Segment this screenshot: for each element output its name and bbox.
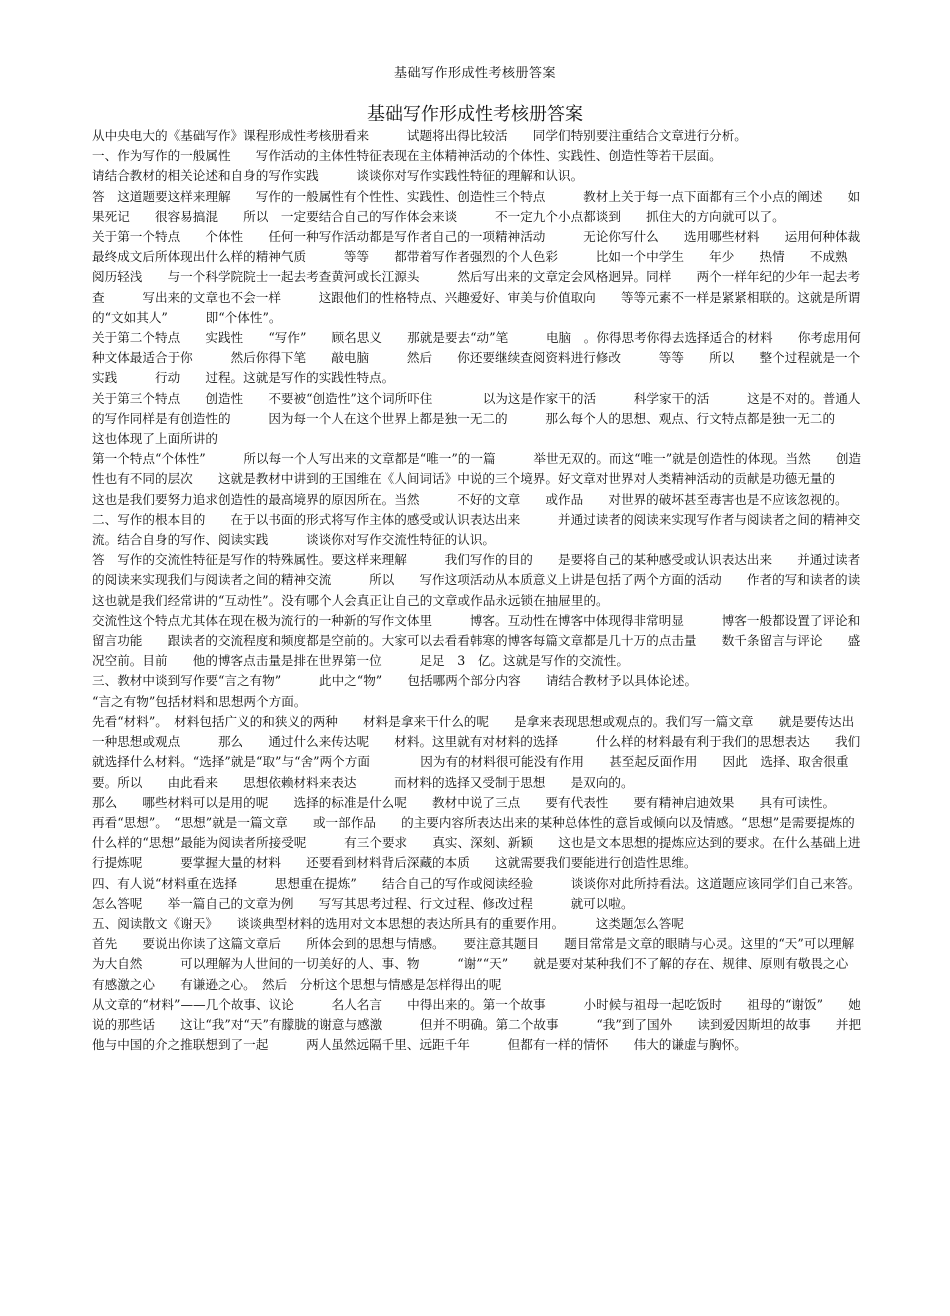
paragraph: 从中央电大的《基础写作》课程形成性考核册看来 试题将出得比较活 同学们特别要注重结合文章进行分析。 [92,128,747,143]
paragraph: 答 这道题要这样来理解 写作的一般属性有个性性、实践性、创造性三个特点 教材上关于每一点下面都有三个小点的阐述 如果死记 很容易搞混 所以 一定要结合自己的写作体会来谈 不一定九个小点都谈到 抓住大的方向就可以了。 [92,188,861,224]
paragraph: 答 写作的交流性特征是写作的特殊属性。要这样来理解 我们写作的目的 是要将自己的某种感受或认识表达出来 并通过读者的阅读来实现我们与阅读者之间的精神交流 所以 写作这项活动从本质意义上讲是包括了两个方面的活动 作者的写和读者的读 这也就是我们经常讲的“互动性”。没有哪个人会真正让自己的文章或作品永远锁在抽屉里的。 [92,552,886,608]
paragraph: 一、作为写作的一般属性 写作活动的主体性特征表现在主体精神活动的个体性、实践性、创造性等若干层面。 [92,148,722,164]
document-title: 基础写作形成性考核册答案 [367,104,583,125]
paragraph: 请结合教材的相关论述和自身的写作实践 谈谈你对写作实践性特征的理解和认识。 [92,168,584,184]
paragraph: “言之有物”包括材料和思想两个方面。 [92,693,307,709]
paragraph: 关于第一个特点 个体性 任何一种写作活动都是写作者自己的一项精神活动 无论你写什么 选用哪些材料 运用何种体裁 最终成文后所体现出什么样的精神气质 等等 都带着写作者强烈的个人色彩 比如一个中学生 年少 热情 不成熟 阅历轻浅 与一个科学院院士一起去考查黄河或长江源头 然后写出来的文章定会风格迥异。同样 两个一样年纪的少年一起去考查 写出来的文章也不会一样 这跟他们的性格特点、兴趣爱好、审美与价值取向 等等元素不一样是紧紧相联的。这就是所谓的“文如其人” 即“个体性”。 [92,229,886,325]
paragraph: 四、有人说“材料重在选择 思想重在提炼” 结合自己的写作或阅读经验 谈谈你对此所持看法。这道题应该同学们自己来答。怎么答呢 举一篇自己的文章为例 写写其思考过程、行文过程、修改过程 就可以啦。 [92,875,861,911]
running-header: 基础写作形成性考核册答案 [393,66,556,81]
paragraph: 那么 哪些材料可以是用的呢 选择的标准是什么呢 教材中说了三点 要有代表性 要有精神启迪效果 具有可读性。 [92,794,836,810]
paragraph: 五、阅读散文《谢天》 谈谈典型材料的选用对文本思想的表达所具有的重要作用。 这类题怎么答呢 [92,915,684,931]
paragraph: 交流性这个特点尤其体在现在极为流行的一种新的写作文体里 博客。互动性在博客中体现得非常明显 博客一般都设置了评论和留言功能 跟读者的交流程度和频度都是空前的。大家可以去看看韩寒的博客每篇文章都是几十万的点击量 数千条留言与评论 盛况空前。目前 他的博客点击量是排在世界第一位 足足 3 亿。这就是写作的交流性。 [92,612,861,669]
paragraph: 先看“材料”。 材料包括广义的和狭义的两种 材料是拿来干什么的呢 是拿来表现思想或观点的。我们写一篇文章 就是要传达出一种思想或观点 那么 通过什么来传达呢 材料。这里就有对材料的选择 什么样的材料最有利于我们的思想表达 我们就选择什么材料。“选择”就是“取”与“舍”两个方面 因为有的材料很可能没有作用 甚至起反面作用 因此 选择、取舍很重要。所以 由此看来 思想依赖材料来表达 而材料的选择又受制于思想 是双向的。 [92,713,861,790]
document-body [92,126,893,1055]
paragraph: 首先 要说出你读了这篇文章后 所体会到的思想与情感。 要注意其题目 题目常常是文章的眼睛与心灵。这里的“天”可以理解为大自然 可以理解为人世间的一切美好的人、事、物 “谢”“天” 就是要对某种我们不了解的存在、规律、原则有敬畏之心 有感激之心 有谦逊之心。 然后 分析这个思想与情感是怎样得出的呢 [92,936,886,992]
paragraph: 再看“思想”。 “思想”就是一篇文章 或一部作品 的主要内容所表达出来的某种总体性的意旨或倾向以及情感。“思想”是需要提炼的 什么样的“思想”最能为阅读者所接受呢 有三个要求 真实、深刻、新颖 这也是文本思想的提炼应达到的要求。在什么基础上进行提炼呢 要掌握大量的材料 还要看到材料背后深藏的本质 这就需要我们要能进行创造性思维。 [92,814,893,871]
paragraph: 关于第二个特点 实践性 “写作” 顾名思义 那就是要去“动”笔 电脑 。你得思考你得去选择适合的材料 你考虑用何种文体最适合于你 然后你得下笔 敲电脑 然后 你还要继续查阅资料进行修改 等等 所以 整个过程就是一个实践 行动 过程。这就是写作的实践性特点。 [92,330,861,386]
paragraph: 第一个特点“个体性” 所以每一个人写出来的文章都是“唯一”的一篇 举世无双的。而这“唯一”就是创造性的体现。当然 创造性也有不同的层次 这就是教材中讲到的王国维在《人间词话》中说的三个境界。好文章对世界对人类精神活动的贡献是功德无量的 这也是我们要努力追求创造性的最高境界的原因所在。当然 不好的文章 或作品 对世界的破坏甚至毒害也是不应该忽视的。 [92,451,886,507]
paragraph: 三、教材中谈到写作要“言之有物” 此中之“物” 包括哪两个部分内容 请结合教材予以具体论述。 [92,673,698,689]
paragraph: 关于第三个特点 创造性 不要被“创造性”这个词所吓住 以为这是作家干的活 科学家干的活 这是不对的。普通人的写作同样是有创造性的 因为每一个人在这个世界上都是独一无二的 那么每个人的思想、观点、行文特点都是独一无二的 这也体现了上面所讲的 [92,390,873,447]
paragraph: 二、写作的根本目的 在于以书面的形式将写作主体的感受或认识表达出来 并通过读者的阅读来实现写作者与阅读者之间的精神交流。结合自身的写作、阅读实践 谈谈你对写作交流性特征的认识。 [92,511,861,548]
paragraph: 从文章的“材料”——几个故事、议论 名人名言 中得出来的。第一个故事 小时候与祖母一起吃饭时 祖母的“谢饭” 她说的那些话 这让“我”对“天”有朦胧的谢意与感激 但并不明确。第二个故事 “我”到了国外 读到爱因斯坦的故事 并把他与中国的介之推联想到了一起 两人虽然远隔千里、远距千年 但都有一样的情怀 伟大的谦虚与胸怀。 [92,996,862,1053]
